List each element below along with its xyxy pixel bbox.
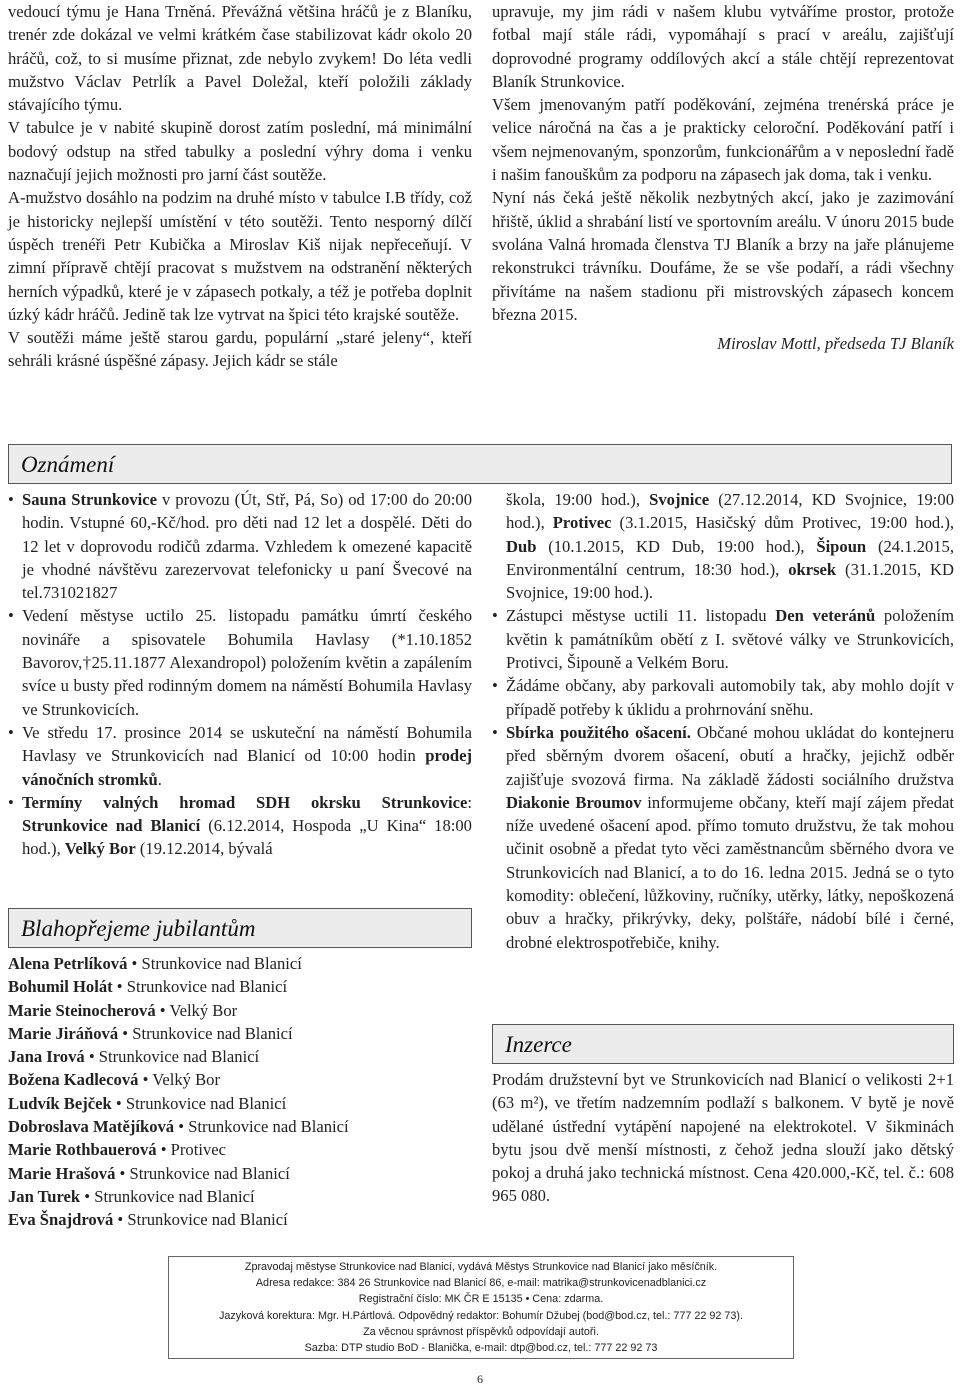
announcement-item-continued: škola, 19:00 hod.), Svojnice (27.12.2014, KD Svojnice, 19:00 hod.), Protivec (3.1.2015, Hasičský dům Protivec, 19:00 hod.), Dub (10.1.2015, KD Dub, 19:00 hod.), Šipoun (24.1.2015, Environmentální centrum, 18:30 hod.), okrsek (31.1.2015, KD Svojnice, 19:00 hod.). (506, 490, 954, 603)
jubilant-separator: • (155, 1000, 170, 1020)
article-paragraph: Všem jmenovaným patří poděkování, zejména trenérská práce je velice náročná na čas a je prakticky celoroční. Poděkování patří i všem nejmenovaným, sponzorům, funkcionářům a v neposlední řadě i našim fanouškům za podporu na zápasech jak doma, tak i venku. (492, 95, 954, 185)
jubilant-name: Ludvík Bejček (8, 1093, 112, 1113)
article-paragraph: V tabulce je v nabité skupině dorost zatím poslední, má minimální bodový odstup na střed tabulky a poslední výhry doma i venku naznačují jejich možnosti pro jarní část soutěže. (8, 118, 472, 185)
jubilant-separator: • (138, 1070, 153, 1090)
jubilant-row (8, 999, 472, 1022)
bullet: • (492, 606, 498, 626)
jubilant-place: Velký Bor (152, 1070, 221, 1090)
jubilant-name: Dobroslava Matějíková (8, 1117, 175, 1137)
jubilant-separator: • (112, 977, 127, 997)
jubilant-name: Jana Irová (8, 1047, 85, 1067)
classified-ad-text: Prodám družstevní byt ve Strunkovicích nad Blanicí o velikosti 2+1 (63 m²), ve třetím nadzemním podlaží s balkonem. V bytě je nově udělané ústřední vytápění napojené na elektrokotel. V šikminách bytu jsou dvě menší místnosti, z čehož jedna slouží jako dětský pokoj a druhá jako technická místnost. Cena 420.000,-Kč, tel. č.: 608 965 080. (492, 1070, 954, 1206)
jubilant-separator: • (80, 1186, 95, 1206)
jubilant-list (8, 952, 472, 1232)
jubilant-place: Strunkovice nad Blanicí (132, 1023, 293, 1043)
jubilant-separator: • (111, 1093, 126, 1113)
jubilant-row (8, 1092, 472, 1115)
announcement-item: • Ve středu 17. prosince 2014 se uskuteční na náměstí Bohumila Havlasy ve Strunkovicích nad Blanicí od 10:00 hodin prodej vánočních stromků. (8, 722, 472, 789)
article-paragraph: V soutěži máme ještě starou gardu, populární „staré jeleny“, kteří sehráli krásné úspěšné zápasy. Jejich kádr se stále (8, 328, 472, 371)
imprint-line: Sazba: DTP studio BoD - Blanička, e-mail: dtp@bod.cz, tel.: 777 22 92 73 (304, 1342, 658, 1355)
bullet: • (8, 606, 14, 626)
jubilant-row (8, 1138, 472, 1161)
imprint-line: Adresa redakce: 384 26 Strunkovice nad Blanicí 86, e-mail: matrika@strunkovicenadblanici.cz (255, 1277, 707, 1290)
article-paragraph: upravuje, my jim rádi v našem klubu vytváříme prostor, protože fotbal mají stále rádi, vypomáhají s prací v areálu, zajišťují doprovodné programy oddílových akcí a stále chtějí reprezentovat Blaník Strunkovice. (492, 2, 954, 91)
jubilant-separator: • (115, 1163, 130, 1183)
imprint-line: Za věcnou správnost příspěvků odpovídají autoři. (363, 1325, 599, 1338)
section-heading-jubilanti: Blahopřejeme jubilantům (8, 908, 472, 948)
announcements-left-column (8, 488, 472, 861)
imprint-line: Registrační číslo: MK ČR E 15135 • Cena: zdarma. (358, 1293, 604, 1306)
jubilant-row (8, 1022, 472, 1045)
jubilant-row (8, 1045, 472, 1068)
jubilant-name: Marie Rothbauerová (8, 1140, 157, 1160)
article-right-column (492, 0, 954, 355)
announcement-item: • Sauna Strunkovice v provozu (Út, Stř, Pá, So) od 17:00 do 20:00 hodin. Vstupné 60,-Kč/hod. pro děti nad 12 let a dospělé. Děti do 12 let v doprovodu rodičů zdarma. Vzhledem k omezené kapacitě je vhodné návštěvu zarezervovat telefonicky u paní Švecové na tel.731021827 (8, 490, 472, 603)
jubilant-place: Strunkovice nad Blanicí (94, 1186, 255, 1206)
bullet: • (492, 722, 498, 742)
jubilant-row (8, 952, 472, 975)
jubilant-name: Alena Petrlíková (8, 954, 128, 973)
jubilant-row (8, 1185, 472, 1208)
jubilant-name: Eva Šnajdrová (8, 1210, 114, 1230)
announcement-item: • Sbírka použitého ošacení. Občané mohou ukládat do kontejneru před sběrným dvorem ošacení, obutí a hračky, jejichž odběr zajišťuje svozová firma. Na základě žádosti sociálního družstva Diakonie Broumov informujeme občany, kteří mají zájem předat níže uvedené ošacení apod. přímo tomuto družstvu, že tak mohou učinit osobně a předat tyto věci zaměstnancům sběrného dvora ve Strunkovicích nad Blanicí, a to do 16. ledna 2015. Jedná se o tyto komodity: oblečení, lůžkoviny, ručníky, utěrky, látky, nepoškozená obuv a hračky, přikrývky, deky, polštáře, nádobí bílé i černé, drobné elektrospotřebiče, knihy. (492, 722, 955, 952)
jubilant-row (8, 1208, 472, 1231)
announcement-item: • Žádáme občany, aby parkovali automobily tak, aby mohlo dojít v případě potřeby k úklidu a prohrnování sněhu. (492, 676, 954, 719)
article-paragraph: vedoucí týmu je Hana Trněná. Převážná většina hráčů je z Blaníku, trenér zde dokázal ve velmi krátkém čase stabilizovat kádr okolo 20 hráčů, což, to si musíme přiznat, zde nebylo zvykem! Do léta vedli mužstvo Václav Petrlík a Pavel Doležal, kteří položili základy stávajícího týmu. (8, 2, 472, 115)
jubilant-separator: • (118, 1023, 133, 1043)
jubilant-place: Strunkovice nad Blanicí (98, 1047, 260, 1067)
jubilant-name: Jan Turek (8, 1186, 81, 1206)
jubilant-name: Marie Jiráňová (8, 1023, 119, 1043)
jubilant-separator: • (174, 1117, 189, 1137)
article-paragraph: Nyní nás čeká ještě několik nezbytných akcí, jako je zazimování hřiště, úklid a shrabání listí ve sportovním areálu. V únoru 2015 bude svolána Valná hromada členstva TJ Blaník a brzy na jaře plánujeme rekonstrukci trávníku. Doufáme, že se vše podaří, a rádi všechny přivítáme na našem stadionu při mistrovských zápasech koncem března 2015. (492, 188, 954, 324)
imprint-box (168, 1256, 794, 1359)
jubilant-name: Božena Kadlecová (8, 1070, 139, 1090)
jubilant-place: Velký Bor (169, 1000, 238, 1020)
article-signature: Miroslav Mottl, předseda TJ Blaník (717, 334, 954, 354)
announcement-item: • Vedení městyse uctilo 25. listopadu památku úmrtí českého novináře a spisovatele Bohumila Havlasy (*1.10.1852 Bavorov,†25.11.1877 Alexandropol) položením květin a zapálením svíce u busty před rodinným domem na náměstí Bohumila Havlasy ve Strunkovicích. (8, 606, 472, 719)
jubilant-place: Strunkovice nad Blanicí (127, 1210, 288, 1230)
announcement-item: • Zástupci městyse uctili 11. listopadu Den veteránů položením květin k památníkům obětí z I. světové války ve Strunkovicích, Protivci, Šipouně a Velkém Boru. (492, 606, 954, 673)
section-heading-inzerce: Inzerce (492, 1024, 954, 1064)
page-number: 6 (477, 1372, 483, 1386)
announcements-right-column (492, 488, 954, 954)
jubilant-row (8, 975, 472, 998)
jubilant-place: Strunkovice nad Blanicí (129, 1163, 290, 1183)
jubilant-place: Strunkovice nad Blanicí (125, 1093, 287, 1113)
jubilant-name: Marie Steinocherová (8, 1000, 156, 1020)
article-paragraph: A-mužstvo dosáhlo na podzim na druhé místo v tabulce I.B třídy, což je historicky nejlepší umístění v této soutěži. Tento nesporný dílčí úspěch trenéři Petr Kubička a Miroslav Kiš nijak nepřeceňují. V zimní přípravě chtějí pracovat s mužstvem na odstranění některých herních výpadků, které je v zápasech potkaly, a též je potřeba doplnit úzký kádr hráčů. Jedině tak lze vytrvat na špici této krajské soutěže. (8, 188, 472, 324)
jubilant-separator: • (113, 1210, 128, 1230)
bullet: • (8, 490, 14, 509)
imprint-line: Jazyková korektura: Mgr. H.Pártlová. Odpovědný redaktor: Bohumír Džubej (bod@bod.cz, tel.: 777 22 92 73). (218, 1309, 744, 1322)
jubilant-separator: • (156, 1140, 171, 1160)
announcement-item: • Termíny valných hromad SDH okrsku Strunkovice: Strunkovice nad Blanicí (6.12.2014, Hospoda „U Kina“ 18:00 hod.), Velký Bor (19.12.2014, bývalá (8, 792, 472, 859)
jubilant-row (8, 1068, 472, 1091)
jubilant-name: Bohumil Holát (8, 977, 113, 997)
jubilant-row (8, 1162, 472, 1185)
jubilant-place: Strunkovice nad Blanicí (141, 954, 302, 973)
section-heading-oznameni: Oznámení (8, 444, 952, 484)
article-left-column (8, 0, 472, 373)
bullet: • (8, 722, 14, 742)
jubilant-place: Strunkovice nad Blanicí (188, 1117, 349, 1137)
jubilant-place: Strunkovice nad Blanicí (126, 977, 288, 997)
jubilant-separator: • (127, 954, 142, 973)
jubilant-separator: • (84, 1047, 99, 1067)
bullet: • (8, 792, 14, 812)
bullet: • (492, 676, 498, 696)
imprint-line: Zpravodaj městyse Strunkovice nad Blanicí, vydává Městys Strunkovice nad Blanicí jako měsíčník. (244, 1261, 718, 1273)
jubilant-place: Protivec (170, 1140, 226, 1160)
jubilant-name: Marie Hrašová (8, 1163, 116, 1183)
jubilant-row (8, 1115, 472, 1138)
